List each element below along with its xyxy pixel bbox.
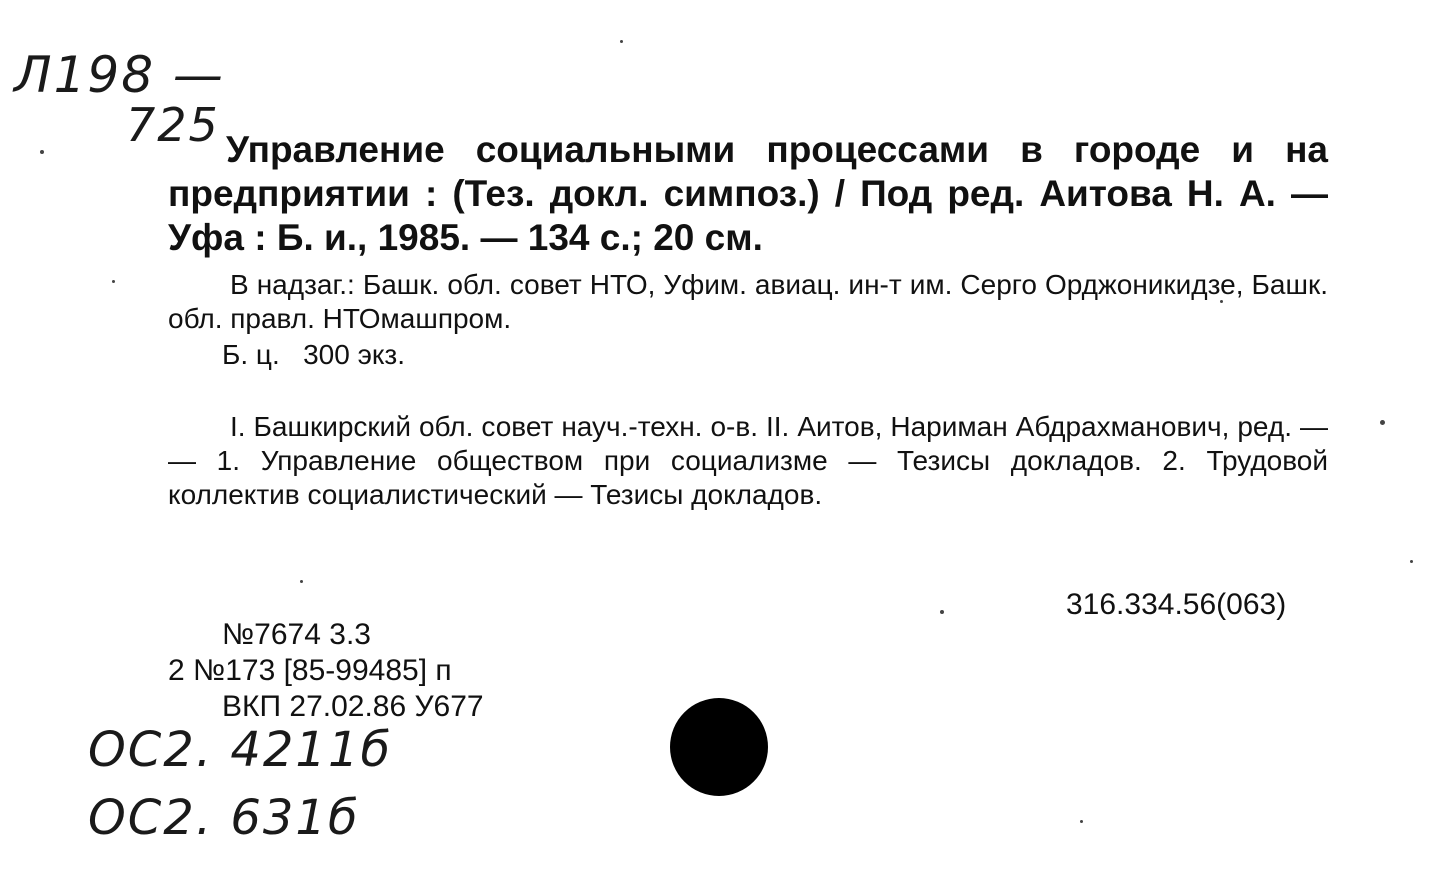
classification-number: 316.334.56(063) (1066, 588, 1287, 621)
scan-speck (1410, 560, 1413, 563)
scan-speck (300, 580, 303, 583)
scan-speck (620, 40, 623, 43)
tracings (168, 410, 1328, 512)
scan-speck (1380, 420, 1385, 425)
handwritten-inventory-2: ОС2. 631б (88, 790, 360, 846)
price-copies: Б. ц. 300 экз. (222, 339, 406, 370)
series-line: 2 №173 [85-99485] п (168, 654, 452, 687)
publisher-line: ВКП 27.02.86 У677 (222, 690, 484, 723)
scan-speck (40, 150, 44, 154)
handwritten-inventory-1: ОС2. 4211б (88, 722, 393, 778)
tracings-text: I. Башкирский обл. совет науч.-техн. о-в. II. Аитов, Нариман Абдрахманович, ред. — — 1. Управление обществом при социализме — Тезисы докладов. 2. Трудовой коллектив социалистический — Тезисы докладов. (168, 411, 1328, 510)
title-block (168, 128, 1328, 260)
punch-hole (670, 698, 768, 796)
handwritten-shelf-code-top: Л198 — (14, 46, 225, 104)
title-text: Управление социальными процессами в городе и на предприятии : (Тез. докл. симпоз.) / Под ред. Аитова Н. А. — Уфа : Б. и., 1985. — 134 с.; 20 см. (168, 129, 1328, 258)
scan-speck (940, 610, 944, 614)
heading-note (168, 268, 1328, 336)
order-number: №7674 3.3 (222, 618, 371, 651)
scan-speck (1080, 820, 1083, 823)
heading-note-text: В надзаг.: Башк. обл. совет НТО, Уфим. авиац. ин-т им. Серго Орджоникидзе, Башк. обл. правл. НТОмашпром. (168, 269, 1328, 334)
handwritten-shelf-code-bottom: 725 (126, 98, 220, 152)
scan-speck (112, 280, 115, 283)
